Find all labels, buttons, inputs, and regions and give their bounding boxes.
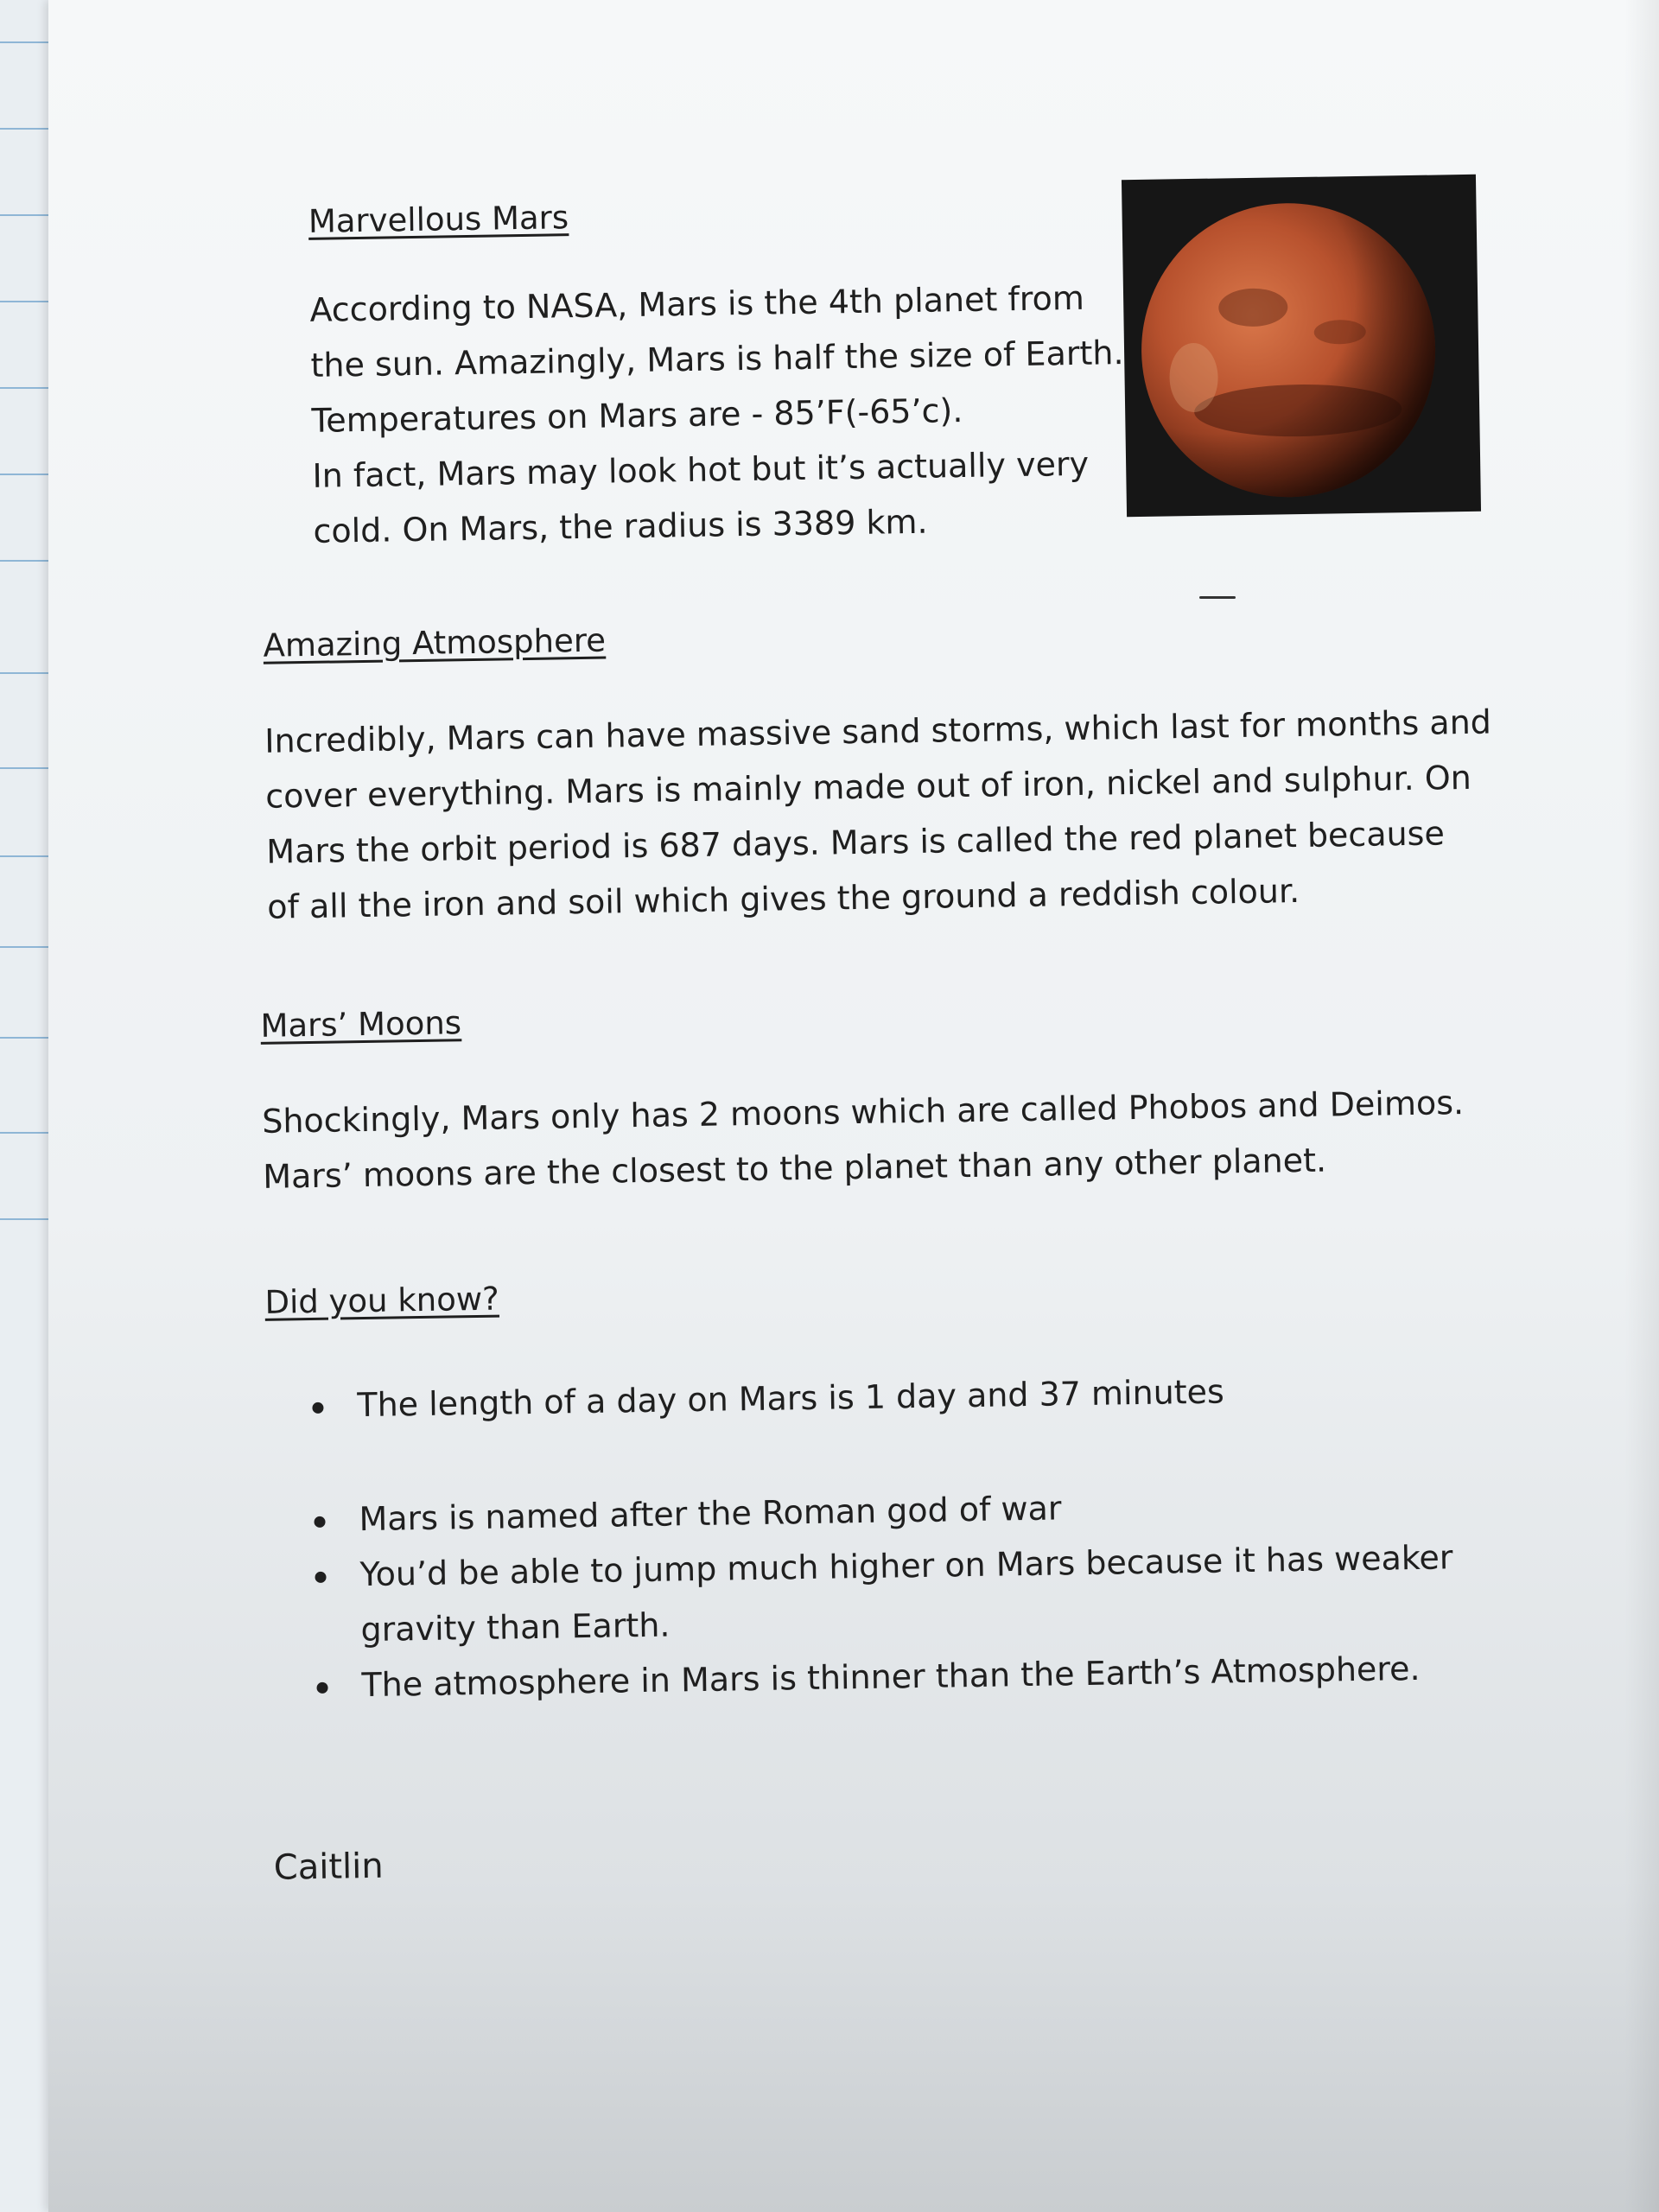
paragraph-line: In fact, Mars may look hot but it’s actually very: [312, 444, 1090, 495]
list-item: The atmosphere in Mars is thinner than the Earth’s Atmosphere.: [361, 1639, 1524, 1713]
section-paragraph: [262, 1074, 1516, 1205]
section-paragraph: [309, 270, 1135, 559]
list-item: Mars is named after the Roman god of war: [359, 1473, 1522, 1547]
paragraph-line: Temperatures on Mars are - 85’F(-65’c).: [311, 391, 963, 440]
paragraph-line: Shockingly, Mars only has 2 moons which are called Phobos and Deimos.: [261, 1084, 1465, 1141]
section-paragraph: [264, 694, 1521, 935]
section-heading: Amazing Atmosphere: [263, 621, 607, 664]
section-marvellous-mars: [308, 185, 1134, 559]
paragraph-line: Mars the orbit period is 687 days. Mars is called the red planet because: [265, 814, 1446, 871]
section-heading: Marvellous Mars: [308, 199, 569, 240]
paragraph-line: of all the iron and soil which gives the ground a reddish colour.: [267, 871, 1300, 926]
mars-planet-icon: [1122, 175, 1481, 517]
document-body: [247, 153, 1509, 1888]
paragraph-line: According to NASA, Mars is the 4th planet from: [309, 278, 1085, 329]
paragraph-line: the sun. Amazingly, Mars is half the size of Earth.: [310, 334, 1124, 385]
author-name: Caitlin: [273, 1846, 384, 1888]
paragraph-line: Incredibly, Mars can have massive sand storms, which last for months and: [264, 702, 1492, 760]
section-heading: Mars’ Moons: [260, 1004, 462, 1045]
section-mars-moons: [260, 982, 1516, 1205]
section-did-you-know: [264, 1259, 1524, 1714]
stray-mark: [1199, 596, 1236, 599]
list-item: You’d be able to jump much higher on Mars because it has weaker gravity than Earth.: [359, 1529, 1523, 1657]
section-heading: Did you know?: [264, 1280, 500, 1321]
paragraph-line: cover everything. Mars is mainly made out of iron, nickel and sulphur. On: [264, 758, 1472, 816]
paragraph-line: Mars’ moons are the closest to the planet than any other planet.: [262, 1141, 1327, 1196]
list-item: The length of a day on Mars is 1 day and 37 minutes: [357, 1359, 1520, 1433]
fact-list: [266, 1359, 1524, 1714]
printed-sheet: [48, 0, 1659, 2212]
paragraph-line: cold. On Mars, the radius is 3389 km.: [313, 502, 928, 550]
mars-planet-photo: [1122, 175, 1481, 517]
section-amazing-atmosphere: [263, 602, 1521, 935]
sheet-edge-shadow: [1624, 0, 1659, 2212]
